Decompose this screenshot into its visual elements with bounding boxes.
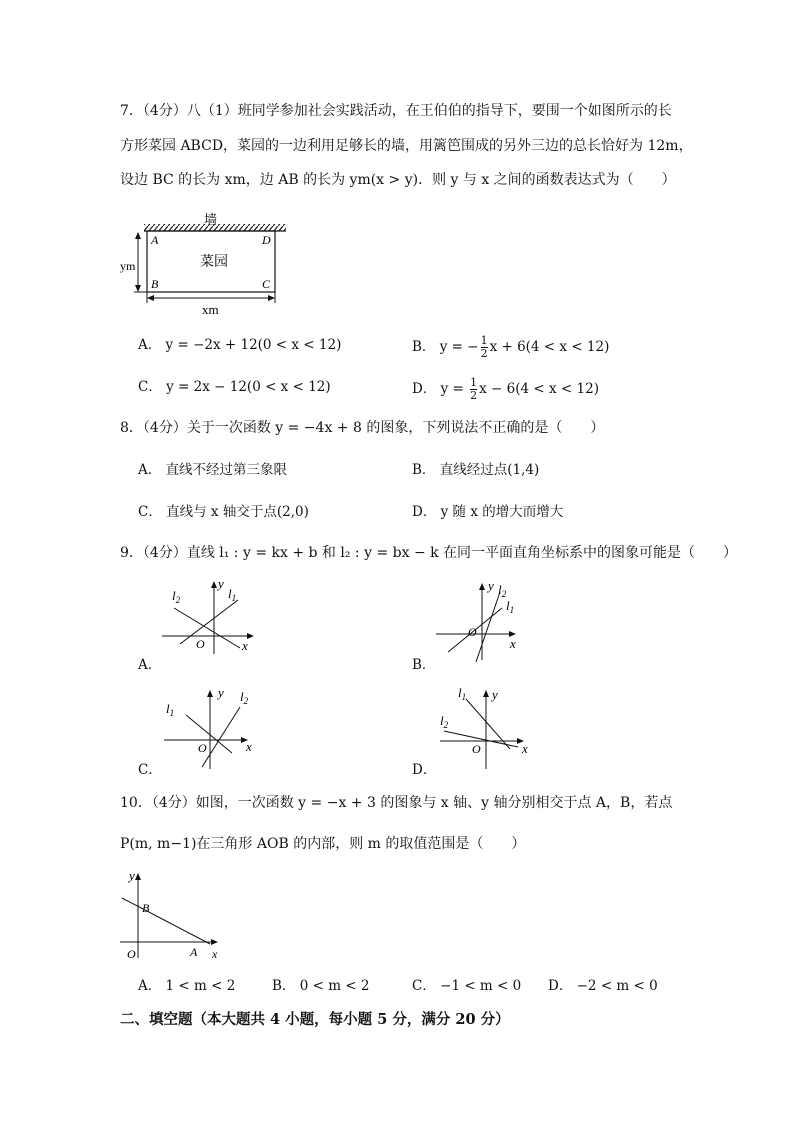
vertex-B: B: [151, 277, 159, 291]
q7-option-b[interactable]: B． y = − $\frac{1}{2}$ x + 6(4 < x < 12): [412, 334, 610, 360]
label-l1: $l_1$: [506, 598, 515, 615]
y-arrow: [483, 690, 489, 697]
q9-graph-c[interactable]: [160, 685, 260, 771]
section-2-heading: 二、填空题（本大题共 4 小题，每小题 5 分，满分 20 分）: [120, 1011, 510, 1028]
q8-option-a[interactable]: A． 直线不经过第三象限: [138, 462, 288, 478]
label-x: x: [510, 636, 516, 651]
line-y-neg-x-plus-3: [122, 898, 210, 944]
y-arrow: [207, 690, 213, 697]
q7-option-d[interactable]: D． y = $\frac{1}{2}$ x − 6(4 < x < 12): [412, 376, 599, 402]
garden-label: 菜园: [200, 255, 228, 270]
point-B: B: [142, 901, 150, 915]
q10-stem-line-1: 10．（4分）如图，一次函数 y = −x + 3 的图象与 x 轴、y 轴分别相交于点 A，B，若点: [120, 795, 673, 811]
vertex-D: D: [262, 233, 271, 247]
q7-stem-line-2: 方形菜园 ABCD，菜园的一边利用足够长的墙，用篱笆围成的另外三边的总长恰好为 12m，: [120, 138, 693, 154]
q9-option-d-label[interactable]: D．: [412, 762, 437, 778]
label-l1: $l_1$: [458, 685, 467, 702]
q9-graph-a[interactable]: [160, 578, 260, 656]
label-x: x: [242, 638, 248, 653]
x-arrow: [247, 633, 254, 639]
label-y: y: [218, 685, 224, 700]
x-dimension-label: xm: [202, 302, 219, 317]
label-l1: $l_1$: [166, 701, 175, 718]
line-l1: [180, 600, 238, 644]
label-origin: O: [472, 742, 481, 756]
y-dimension-label: ym: [120, 259, 136, 273]
line-l2: [476, 592, 500, 662]
q10-option-c[interactable]: C． −1 < m < 0: [412, 978, 522, 994]
line-l2: [174, 608, 240, 648]
q7-garden-figure: [118, 208, 298, 318]
wall-label: 墙: [204, 212, 218, 227]
q8-stem: 8．（4分）关于一次函数 y = −4x + 8 的图象，下列说法不正确的是（ ）: [120, 420, 605, 436]
q9-option-a-label[interactable]: A．: [138, 657, 162, 673]
vertex-C: C: [262, 277, 271, 291]
x-arrow-left: [147, 295, 154, 301]
y-arrow: [479, 583, 485, 590]
label-l2: $l_2$: [240, 689, 249, 706]
q10-option-d[interactable]: D． −2 < m < 0: [548, 978, 658, 994]
q8-option-b[interactable]: B． 直线经过点(1,4): [412, 462, 540, 478]
label-origin: O: [198, 741, 207, 755]
q9-stem: 9．（4分）直线 l₁ : y = kx + b 和 l₂ : y = bx − k 在同一平面直角坐标系中的图象可能是（ ）: [120, 545, 738, 561]
line-l2: [444, 731, 518, 747]
q9-graph-d[interactable]: [436, 685, 536, 771]
y-arrow: [211, 581, 217, 588]
q7-stem-line-1: 7．（4分）八（1）班同学参加社会实践活动，在王伯伯的指导下，要围一个如图所示的长: [120, 103, 672, 119]
q9-graph-b[interactable]: [434, 578, 534, 663]
q7-option-c[interactable]: C． y = 2x − 12(0 < x < 12): [138, 379, 331, 395]
label-x: x: [522, 741, 528, 756]
y-arrow-down: [135, 285, 141, 292]
q10-option-a[interactable]: A． 1 < m < 2: [138, 978, 236, 994]
label-x: x: [246, 739, 252, 754]
q7-option-a[interactable]: A． y = −2x + 12(0 < x < 12): [138, 337, 342, 353]
label-l2: $l_2$: [498, 582, 507, 599]
label-l2: $l_2$: [172, 588, 181, 605]
vertex-A: A: [151, 233, 159, 247]
label-l2: $l_2$: [440, 713, 449, 730]
y-arrow: [135, 873, 141, 880]
q10-graph: [118, 868, 228, 964]
label-y: y: [218, 578, 224, 591]
label-origin: O: [468, 625, 477, 639]
x-arrow: [211, 939, 218, 945]
q8-option-d[interactable]: D． y 随 x 的增大而增大: [412, 504, 564, 520]
y-arrow-up: [135, 232, 141, 239]
label-l1: $l_1$: [228, 586, 237, 603]
label-y: y: [129, 868, 135, 883]
q10-option-b[interactable]: B． 0 < m < 2: [272, 978, 370, 994]
label-y: y: [492, 687, 498, 702]
label-origin: O: [127, 947, 136, 961]
q9-option-b-label[interactable]: B．: [412, 657, 436, 673]
point-A: A: [190, 945, 198, 959]
q7-stem-line-3: 设边 BC 的长为 xm，边 AB 的长为 ym(x > y)．则 y 与 x 之间的函数表达式为（ ）: [120, 172, 676, 188]
x-arrow-right: [268, 295, 275, 301]
q10-stem-line-2: P(m, m−1)在三角形 AOB 的内部，则 m 的取值范围是（ ）: [120, 836, 526, 852]
label-y: y: [488, 578, 494, 593]
fraction: $\frac{1}{2}$: [470, 376, 478, 402]
label-origin: O: [196, 637, 205, 651]
q9-option-c-label[interactable]: C．: [138, 762, 162, 778]
label-x: x: [212, 947, 218, 961]
q8-option-c[interactable]: C． 直线与 x 轴交于点(2,0): [138, 504, 309, 520]
line-l1: [186, 715, 232, 753]
line-l2: [202, 707, 240, 767]
fraction: $\frac{1}{2}$: [480, 334, 488, 360]
